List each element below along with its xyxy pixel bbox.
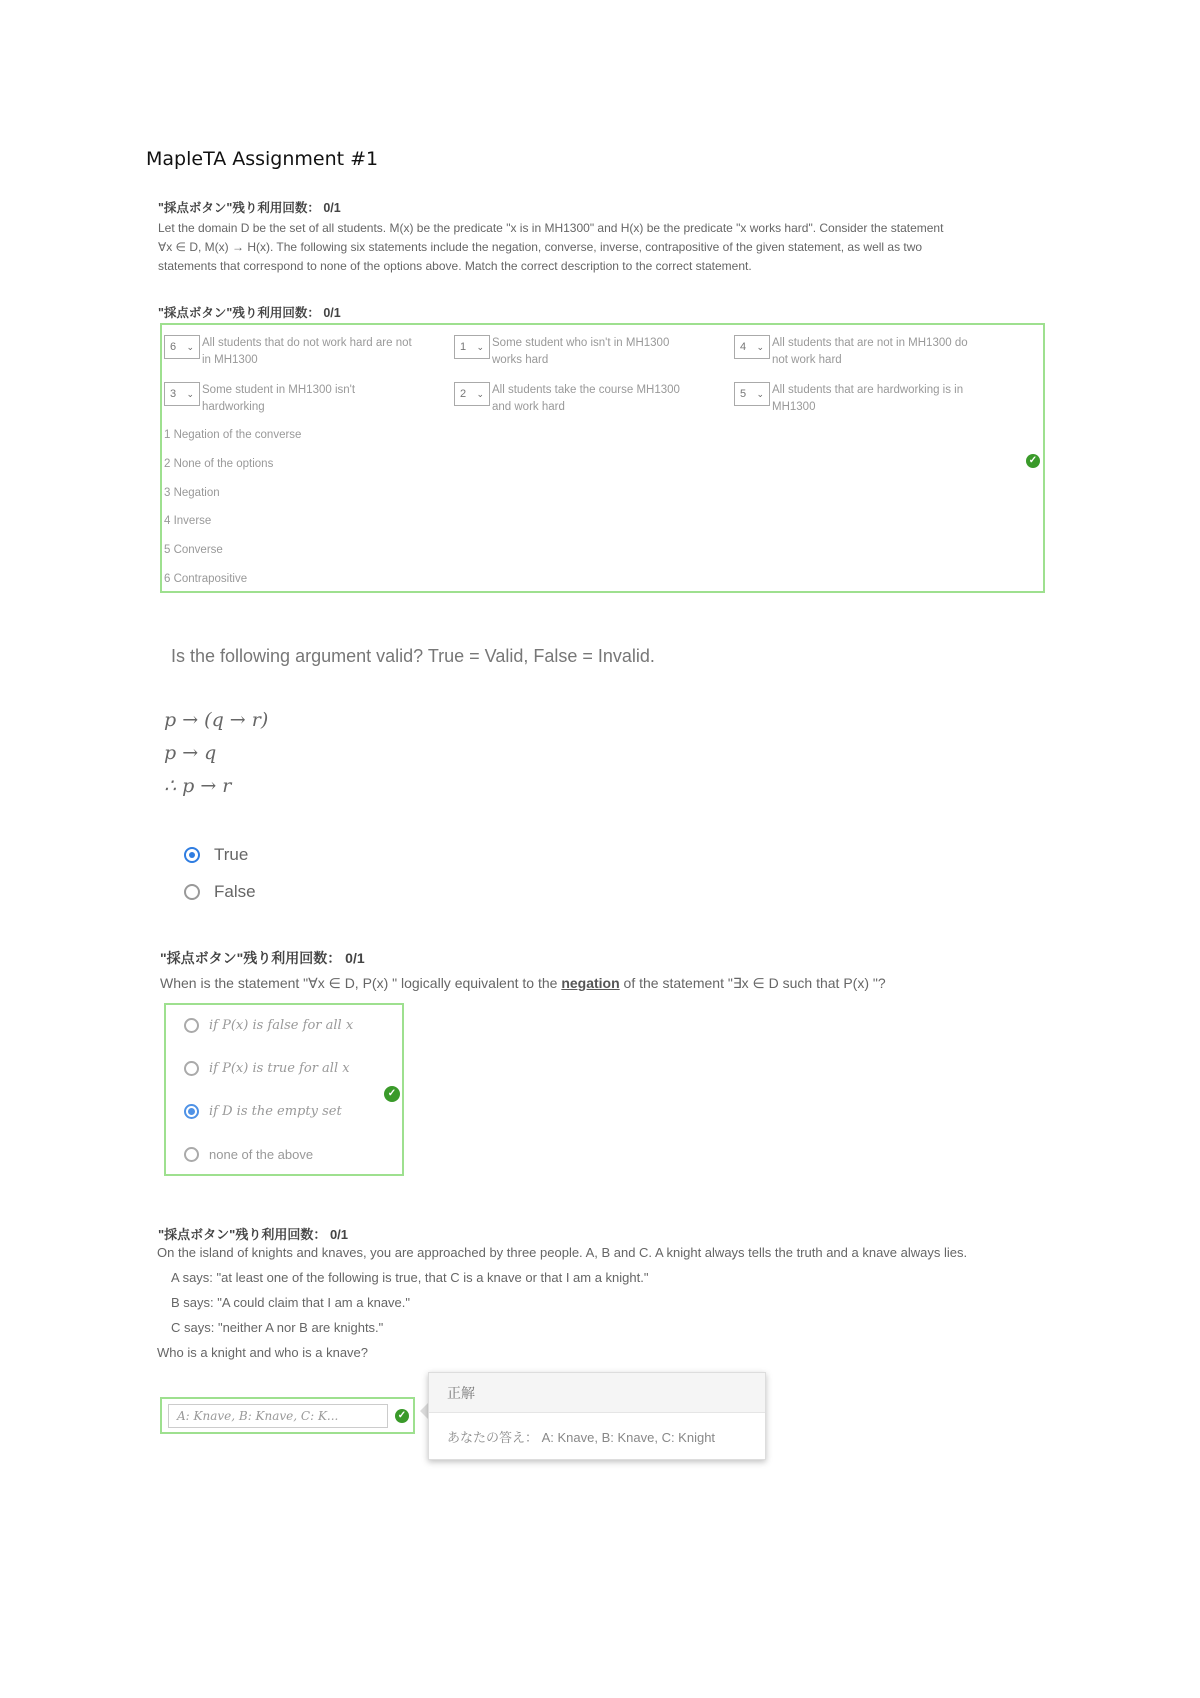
q4-line: Who is a knight and who is a knave?: [157, 1345, 369, 1360]
match-item: [454, 335, 702, 369]
match-item: [734, 382, 982, 416]
popup-title: 正解: [429, 1373, 765, 1413]
q1-intro-line1: Let the domain D be the set of all students. M(x) be the predicate "x is in MH1300" and H(x) be the predicate "x works hard". Consider the statement: [158, 221, 944, 235]
match-option: 6 Contrapositive: [164, 573, 248, 585]
q3-choice[interactable]: if D is the empty set: [184, 1104, 342, 1119]
match-statement: Some student in MH1300 isn't hardworking: [202, 384, 356, 413]
match-option: 3 Negation: [164, 487, 220, 499]
q1-intro-line3: statements that correspond to none of the options above. Match the correct description to the correct statement.: [158, 259, 752, 273]
premise-2: p → q: [164, 742, 217, 764]
check-icon: ✓: [384, 1086, 400, 1102]
answer-popup: [428, 1372, 766, 1460]
match-statement: All students that are hardworking is in MH1300: [772, 384, 964, 413]
q3-choice[interactable]: if P(x) is true for all x: [184, 1061, 350, 1076]
radio-selected[interactable]: [184, 847, 200, 863]
document-title: MapleTA Assignment #1: [146, 148, 379, 170]
match-statement: All students that do not work hard are not in MH1300: [202, 337, 412, 366]
match-option: 5 Converse: [164, 544, 223, 556]
match-statement: All students take the course MH1300 and work hard: [492, 384, 680, 413]
match-item: [164, 335, 412, 369]
premise-1: p → (q → r): [164, 709, 269, 731]
score-label-q1-match: "採点ボタン"残り利用回数： 0/1: [158, 306, 341, 320]
radio-selected[interactable]: [184, 1104, 199, 1119]
q3-choice[interactable]: none of the above: [184, 1147, 313, 1162]
match-item: [164, 382, 412, 416]
q3-answer-box: [164, 1003, 404, 1176]
match-select[interactable]: 1 ⌄: [454, 335, 490, 359]
q4-answer-field: [160, 1397, 415, 1434]
answer-input[interactable]: A: Knave, B: Knave, C: K...: [168, 1404, 388, 1428]
chevron-down-icon: ⌄: [476, 341, 484, 352]
q4-line: B says: "A could claim that I am a knave.": [171, 1295, 411, 1310]
q2-question: Is the following argument valid? True = Valid, False = Invalid.: [171, 646, 655, 666]
q3-choice[interactable]: if P(x) is false for all x: [184, 1018, 353, 1033]
match-select[interactable]: 3 ⌄: [164, 382, 200, 406]
match-item: [454, 382, 702, 416]
radio-unselected[interactable]: [184, 1018, 199, 1033]
match-select[interactable]: 5 ⌄: [734, 382, 770, 406]
match-select[interactable]: 2 ⌄: [454, 382, 490, 406]
match-option: 2 None of the options: [164, 458, 274, 470]
check-icon: ✓: [1026, 454, 1040, 468]
match-option: 1 Negation of the converse: [164, 429, 302, 441]
q3-question: When is the statement "∀x ∈ D, P(x) " logically equivalent to the negation of the statement "∃x ∈ D such that P(x) "?: [160, 975, 886, 991]
q4-line: C says: "neither A nor B are knights.": [171, 1320, 384, 1335]
q1-intro: [158, 219, 1058, 276]
score-label-q1: "採点ボタン"残り利用回数： 0/1: [158, 201, 341, 215]
radio-unselected[interactable]: [184, 1061, 199, 1076]
radio-unselected[interactable]: [184, 884, 200, 900]
q1-intro-line2: ∀x ∈ D, M(x) → H(x). The following six statements include the negation, converse, inverse, contrapositive of the given statement, as well as two: [158, 240, 923, 254]
match-select[interactable]: 4 ⌄: [734, 335, 770, 359]
choice-true[interactable]: [184, 845, 248, 865]
chevron-down-icon: ⌄: [476, 388, 484, 399]
popup-arrow: [420, 1403, 428, 1419]
chevron-down-icon: ⌄: [186, 341, 194, 352]
matching-box: [160, 323, 1045, 593]
popup-answer: あなたの答え： A: Knave, B: Knave, C: Knight: [447, 1430, 716, 1445]
choice-label: False: [214, 882, 256, 901]
match-item: [734, 335, 982, 369]
choice-label: True: [214, 845, 249, 864]
q4-line: A says: "at least one of the following is true, that C is a knave or that I am a knight.": [171, 1270, 649, 1285]
match-statement: Some student who isn't in MH1300 works hard: [492, 337, 670, 366]
radio-unselected[interactable]: [184, 1147, 199, 1162]
match-statement: All students that are not in MH1300 do not work hard: [772, 337, 968, 366]
match-select[interactable]: 6 ⌄: [164, 335, 200, 359]
q4-text: [157, 1245, 967, 1370]
choice-false[interactable]: [184, 882, 256, 902]
conclusion: ∴ p → r: [164, 775, 232, 797]
chevron-down-icon: ⌄: [756, 388, 764, 399]
score-label-q4: "採点ボタン"残り利用回数： 0/1: [158, 1227, 349, 1242]
q4-line: On the island of knights and knaves, you are approached by three people. A, B and C. A knight always tells the truth and a knave always lies.: [157, 1245, 968, 1260]
chevron-down-icon: ⌄: [756, 341, 764, 352]
match-option: 4 Inverse: [164, 515, 212, 527]
check-icon: ✓: [395, 1409, 409, 1423]
chevron-down-icon: ⌄: [186, 388, 194, 399]
score-label-q3: "採点ボタン"残り利用回数： 0/1: [160, 950, 365, 966]
